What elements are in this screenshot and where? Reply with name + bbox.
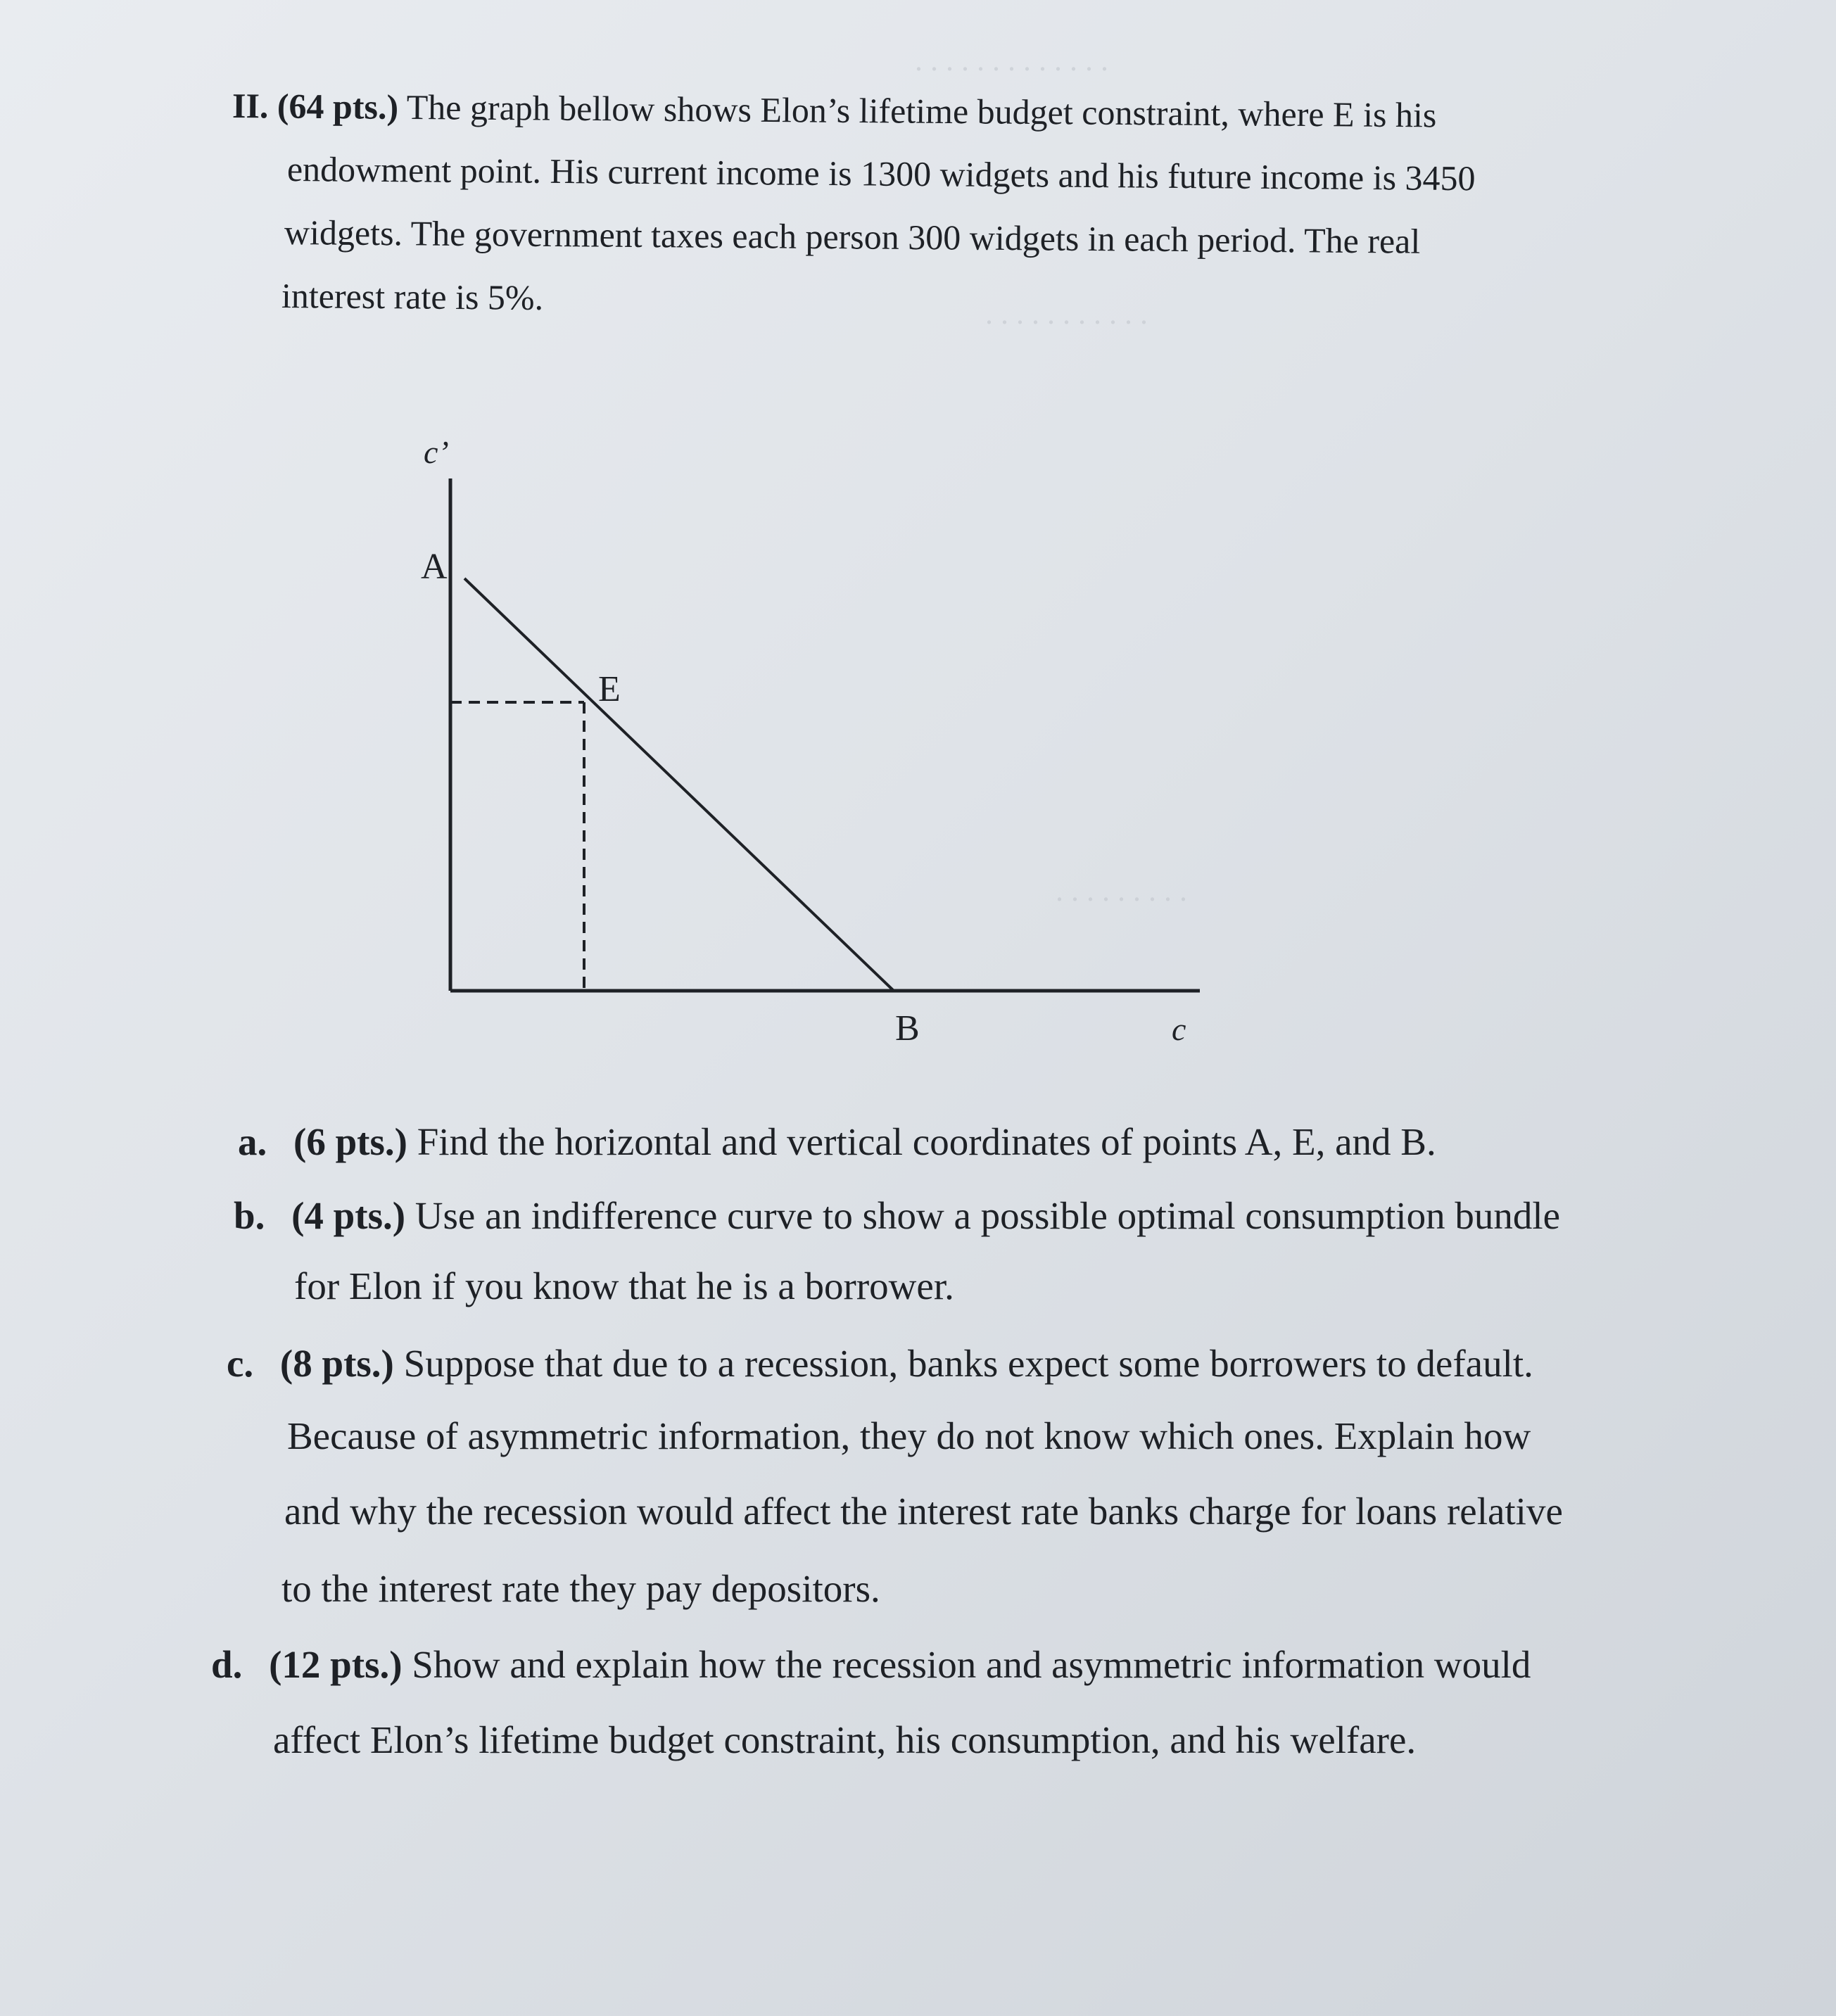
part-c-line-3: and why the recession would affect the interest rate banks charge for loans relative <box>284 1490 1563 1533</box>
part-d-points: (12 pts.) <box>269 1643 403 1686</box>
bleed-through-text: . . . . . . . . . . . <box>985 296 1148 331</box>
part-c-line-2: Because of asymmetric information, they do not know which ones. Explain how <box>287 1414 1531 1457</box>
question-line-1 <box>232 84 1437 136</box>
part-c-text: Suppose that due to a recession, banks expect some borrowers to default. <box>403 1342 1533 1385</box>
part-b-line-2: for Elon if you know that he is a borrower. <box>294 1264 954 1307</box>
part-b-points: (4 pts.) <box>291 1194 406 1237</box>
point-a-label: A <box>421 547 448 587</box>
part-a-line-1 <box>238 1119 1436 1165</box>
y-axis-label: c’ <box>424 434 449 470</box>
part-c-line-4: to the interest rate they pay depositors. <box>281 1567 880 1610</box>
x-axis-label: c <box>1172 1011 1186 1047</box>
question-line-4: interest rate is 5%. <box>281 276 544 317</box>
part-b-text: Use an indifference curve to show a possible optimal consumption bundle <box>414 1194 1561 1237</box>
part-d-text: Show and explain how the recession and asymmetric information would <box>412 1643 1531 1686</box>
part-b-letter: b. <box>234 1194 265 1237</box>
part-c-line-1 <box>227 1340 1533 1387</box>
question-line-2: endowment point. His current income is 1300 widgets and his future income is 3450 <box>286 149 1476 198</box>
question-line-3: widgets. The government taxes each person 300 widgets in each period. The real <box>284 213 1421 261</box>
question-points: (64 pts.) <box>277 86 399 127</box>
part-c-points: (8 pts.) <box>279 1342 394 1385</box>
part-d-line-2: affect Elon’s lifetime budget constraint, his consumption, and his welfare. <box>273 1718 1417 1761</box>
part-b-line-1 <box>234 1193 1560 1239</box>
part-d-letter: d. <box>211 1643 243 1686</box>
point-b-label: B <box>895 1008 920 1048</box>
part-c-letter: c. <box>227 1342 254 1385</box>
budget-constraint-graph <box>394 422 1239 1055</box>
part-a-letter: a. <box>238 1120 267 1163</box>
bleed-through-text: . . . . . . . . . . . . . <box>915 43 1108 77</box>
part-a-text: Find the horizontal and vertical coordinates of points A, E, and B. <box>417 1120 1436 1163</box>
bleed-through-text: . . . . . . . . . <box>1056 873 1187 908</box>
budget-line <box>464 578 894 991</box>
part-d-line-1 <box>211 1642 1531 1688</box>
part-a-points: (6 pts.) <box>293 1120 407 1163</box>
point-e-label: E <box>598 669 621 709</box>
question-text: The graph bellow shows Elon’s lifetime budget constraint, where E is his <box>406 87 1437 135</box>
question-number: II. <box>232 86 269 126</box>
